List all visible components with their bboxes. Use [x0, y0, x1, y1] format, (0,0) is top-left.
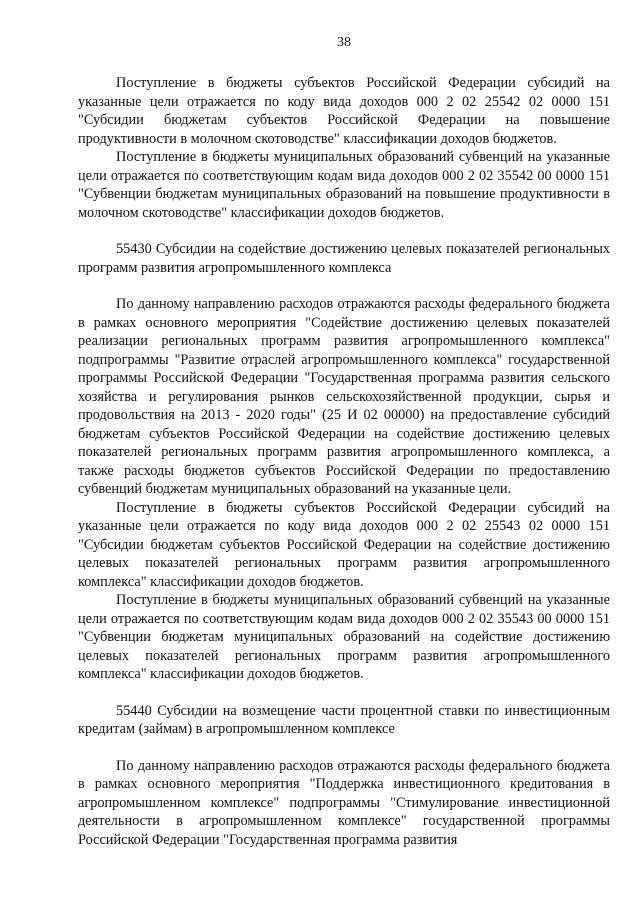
- paragraph-expenses-55430: По данному направлению расходов отражаются расходы федерального бюджета в рамках основного мероприятия "Содействие достижению целевых показателей реализации региональных программ развития агропромышленного комплекса" подпрограммы "Развитие отраслей агропромышленного комплекса" государственной программы Российской Федерации "Государственная программа развития сельского хозяйства и регулирования рынков сельскохозяйственной продукции, сырья и продовольствия на 2013 - 2020 годы" (25 И 02 00000) на предоставление субсидий бюджетам субъектов Российской Федерации на содействие достижению целевых показателей региональных программ развития агропромышленного комплекса, а также расходы бюджетов субъектов Российской Федерации по предоставлению субвенций бюджетам муниципальных образований на указанные цели.: [78, 296, 610, 497]
- paragraph-income-subventions-35542: Поступление в бюджеты муниципальных образований субвенций на указанные цели отражается по соответствующим кодам вида доходов 000 2 02 35542 00 0000 151 "Субвенции бюджетам муниципальных образований на повышение продуктивности в молочном скотоводстве" классификации доходов бюджетов.: [78, 149, 610, 221]
- paragraph-income-subsidies-25542: Поступление в бюджеты субъектов Российской Федерации субсидий на указанные цели отражается по коду вида доходов 000 2 02 25542 02 0000 151 "Субсидии бюджетам субъектов Российской Федерации на повышение продуктивности в молочном скотоводстве" классификации доходов бюджетов.: [78, 75, 610, 147]
- paragraph-expenses-55440: По данному направлению расходов отражаются расходы федерального бюджета в рамках основного мероприятия "Поддержка инвестиционного кредитования в агропромышленном комплексе" подпрограммы "Стимулирование инвестиционной деятельности в агропромышленном комплексе" государственной программы Российской Федерации "Государственная программа развития: [78, 757, 610, 848]
- paragraph-income-subventions-35543: Поступление в бюджеты муниципальных образований субвенций на указанные цели отражается по соответствующим кодам вида доходов 000 2 02 35543 00 0000 151 "Субвенции бюджетам муниципальных образований на содействие достижению целевых показателей региональных программ развития агропромышленного комплекса" классификации доходов бюджетов.: [78, 592, 610, 682]
- spacer: [78, 739, 610, 757]
- spacer: [78, 222, 610, 240]
- document-page: [78, 34, 610, 849]
- spacer: [78, 277, 610, 295]
- section-heading-55440: 55440 Субсидии на возмещение части процентной ставки по инвестиционным кредитам (займам) в агропромышленном комплексе: [78, 702, 610, 737]
- spacer: [78, 684, 610, 702]
- section-heading-55430: 55430 Субсидии на содействие достижению целевых показателей региональных программ развития агропромышленного комплекса: [78, 241, 610, 276]
- paragraph-income-subsidies-25543: Поступление в бюджеты субъектов Российской Федерации субсидий на указанные цели отражается по коду вида доходов 000 2 02 25543 02 0000 151 "Субсидии бюджетам субъектов Российской Федерации на содействие достижению целевых показателей региональных программ развития агропромышленного комплекса" классификации доходов бюджетов.: [78, 499, 610, 590]
- page-number: 38: [337, 35, 351, 50]
